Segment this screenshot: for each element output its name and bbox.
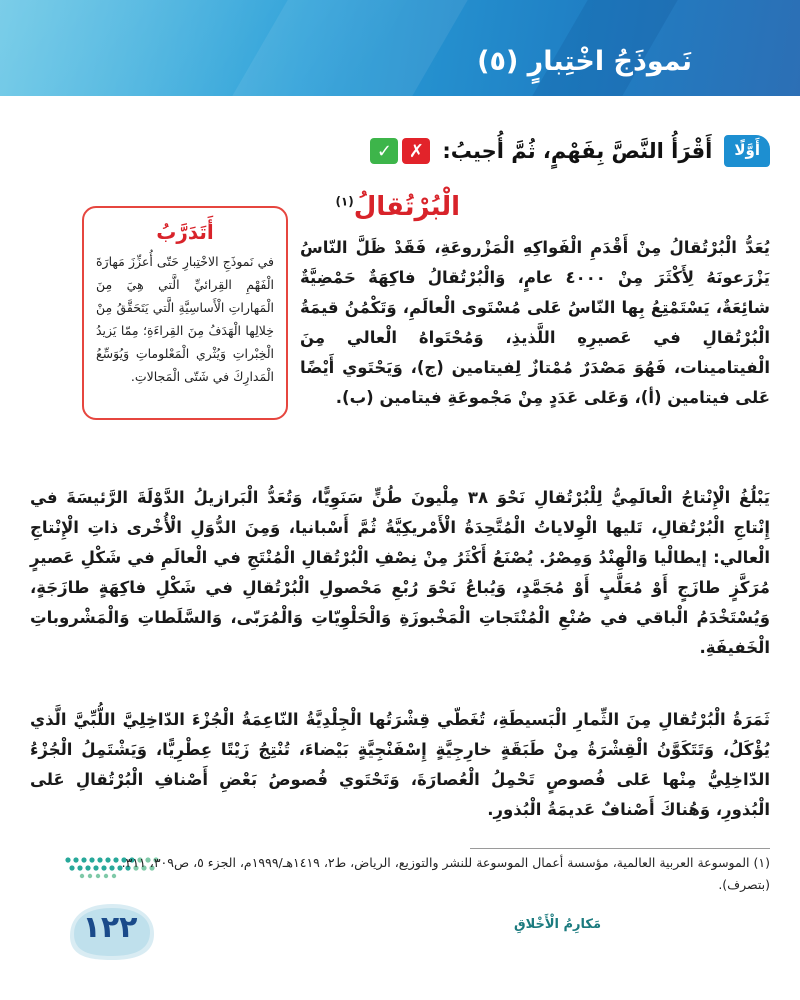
paragraph-3: ثَمَرَةُ الْبُرْتُقالِ مِنَ الثِّمارِ الْبَسيطَةِ، تُغَطّي قِشْرَتُها الْجِلْدِيَّةُ النّاعِمَةُ الْجُزْءَ الدّاخِلِيَّ اللُّبِّيَّ الَّذي يُؤْكَلُ، وَتَتَكَوَّنُ الْقِشْرَةُ مِنْ طَبَقَةٍ خارِجِيَّةٍ إِسْفَنْجِيَّةٍ بَيْضاءَ، تُنْتِجُ زَيْتًا عِطْرِيًّا، وَيَشْتَمِلُ الْجُزْءُ الدّاخِلِيُّ مِنْها عَلى فُصوصٍ تَحْمِلُ الْعُصارَةَ، وَتَحْتَوي فُصوصُ بَعْضِ أَصْنافِ الْبُرْتُقالِ عَلى الْبُذورِ، وَهُناكَ أَصْنافٌ عَديمَةُ الْبُذورِ.: [30, 710, 770, 819]
footnote-divider: [470, 848, 770, 849]
header-banner: [0, 0, 800, 96]
book-name: مَكارِمُ الْأَخْلاقِ: [514, 917, 602, 932]
page-number: ١٢٢: [82, 910, 138, 945]
text-title-label: الْبُرْتُقالُ: [353, 192, 460, 222]
practice-text: في نَموذَجِ الاخْتِبارِ حَتّى أُعزِّزَ مَهارَةَ الْفَهْمِ القِرائيِّ الَّتي هِيَ مِنَ الْمَهاراتِ الْأَساسِيَّةِ الَّتي يَتَحَقَّقُ مِنْ خِلالِها الْهَدَفُ مِنَ القِراءَةِ؛ مِمّا يَزيدُ الْخِبْراتِ وَيُثْري الْمَعْلوماتِ وَيُوَسِّعُ الْمَدارِكَ في شَتّى الْمَجالاتِ.: [96, 254, 274, 384]
section-header: [370, 134, 770, 168]
page-title: نَموذَجُ اخْتِبارٍ (٥): [477, 46, 692, 77]
footnote: (١) الموسوعة العربية العالمية، مؤسسة أعمال الموسوعة للنشر والتوزيع، الرياض، ط٢، ١٤١٩هـ/١٩٩٩م، الجزء ٥، ص٣٠٩، ٣١١. (بتصرف).: [121, 855, 770, 892]
cross-icon: ✗: [402, 138, 430, 164]
true-false-icons: [370, 138, 430, 164]
paragraph-2: يَبْلُغُ الْإِنْتاجُ الْعالَمِيُّ لِلْبُرْتُقالِ نَحْوَ ٣٨ مِلْيونَ طُنٍّ سَنَوِيًّا، وَتُعَدُّ الْبَرازيلُ الدَّوْلَةَ الرَّئيسَةَ في إِنْتاجِ الْبُرْتُقالِ، تَليها الْوِلاياتُ الْمُتَّحِدَةُ الْأَمْريكِيَّةُ ثُمَّ أَسْبانيا، وَمِنَ الدُّوَلِ الْأُخْرى ذاتِ الْإِنْتاجِ الْعالي: إيطالْيا وَالْهِنْدُ وَمِصْرُ. يُصْنَعُ أَكْثَرُ مِنْ نِصْفِ الْبُرْتُقالِ الْمُنْتَجِ في الْعالَمِ في شَكْلِ عَصيرٍ مُرَكَّزٍ طازَجٍ أَوْ مُعَلَّبٍ أَوْ مُجَمَّدٍ، وَيُباعُ نَحْوَ رُبْعِ مَحْصولِ الْبُرْتُقالِ في شَكْلِ فاكِهَةٍ طازَجَةٍ، وَيُسْتَخْدَمُ الْباقي في صُنْعِ الْمُنْتَجاتِ الْمَخْبوزَةِ وَالْحَلْوِيّاتِ وَالْمُرَبّى، وَالسَّلَطاتِ وَالْمَشْروباتِ الْخَفيفَةِ.: [30, 488, 770, 657]
check-icon: ✓: [370, 138, 398, 164]
section-badge: أَوَّلًا: [724, 135, 770, 167]
practice-box: [82, 206, 288, 420]
section-heading: أَقْرَأُ النَّصَّ بِفَهْمٍ، ثُمَّ أُجيبُ:: [442, 139, 713, 163]
practice-title: أَتَدَرَّبُ: [156, 220, 214, 244]
text-title: [335, 192, 460, 222]
footnote-marker: (١): [335, 194, 354, 209]
paragraph-1: يُعَدُّ الْبُرْتُقالُ مِنْ أَقْدَمِ الْفَواكِهِ الْمَزْروعَةِ، فَقَدْ ظَلَّ النّاسُ يَزْرَعونَهُ لِأَكْثَرَ مِنْ ٤٠٠٠ عامٍ، وَالْبُرْتُقالُ فاكِهَةٌ حَمْضِيَّةٌ شائِعَةٌ، يَسْتَمْتِعُ بِها النّاسُ عَلى مُسْتَوى الْعالَمِ، وَتَكْمُنُ قيمَةُ الْبُرْتُقالِ في عَصيرِهِ اللَّذيذِ، وَمُحْتَواهُ الْعالي مِنَ الْفيتامينات، فَهُوَ مَصْدَرٌ مُمْتازٌ لِفيتامين (ج)، وَيَحْتَوي أَيْضًا عَلى فيتامين (أ)، وَعَلى عَدَدٍ مِنْ مَجْموعَةِ فيتامين (ب).: [300, 238, 770, 407]
